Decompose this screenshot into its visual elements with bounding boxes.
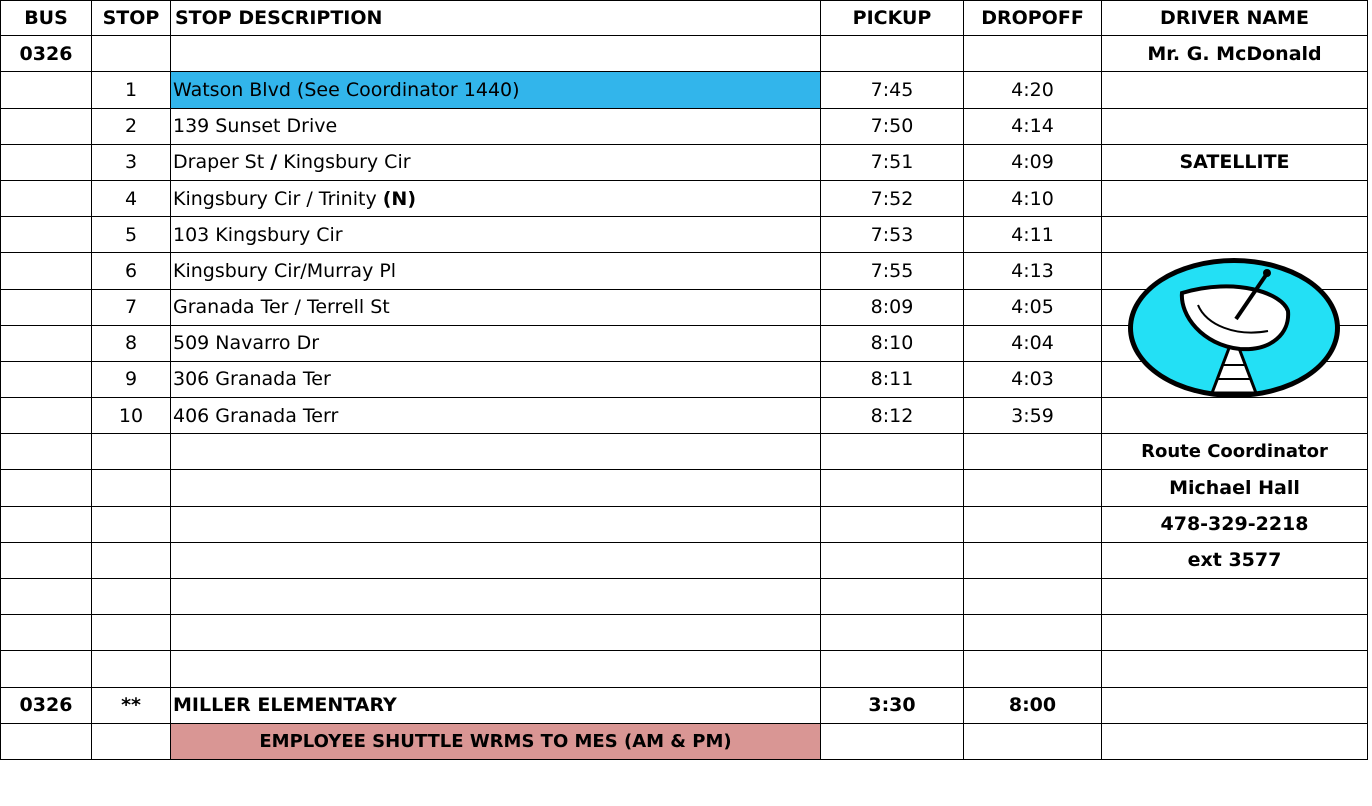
- dropoff-time: 3:59: [964, 398, 1102, 434]
- stop-description-part: Kingsbury Cir: [277, 151, 411, 174]
- coordinator-ext: ext 3577: [1102, 543, 1368, 579]
- coordinator-title: Route Coordinator: [1102, 434, 1368, 470]
- empty-cell: [821, 470, 964, 506]
- blank-row: [0, 470, 1368, 506]
- stop-number: 5: [92, 217, 171, 253]
- empty-cell: [0, 72, 92, 108]
- shuttle-row: [0, 724, 1368, 760]
- empty-cell: [171, 543, 821, 579]
- stop-description: [171, 145, 821, 181]
- header-dropoff: DROPOFF: [964, 0, 1102, 36]
- stop-row: [0, 217, 1368, 253]
- bus-row: [0, 36, 1368, 72]
- pickup-time: 7:53: [821, 217, 964, 253]
- empty-cell: [92, 36, 171, 72]
- empty-cell: [821, 543, 964, 579]
- school-row: [0, 688, 1368, 724]
- empty-cell: [171, 470, 821, 506]
- empty-cell: [1102, 109, 1368, 145]
- pickup-time: 8:09: [821, 290, 964, 326]
- stop-direction-note: (N): [382, 187, 417, 210]
- empty-cell: [1102, 398, 1368, 434]
- empty-cell: [0, 362, 92, 398]
- stop-number: 3: [92, 145, 171, 181]
- empty-cell: [821, 724, 964, 760]
- pickup-time: 7:51: [821, 145, 964, 181]
- dropoff-time: 4:11: [964, 217, 1102, 253]
- header-stop: STOP: [92, 0, 171, 36]
- dropoff-time: 4:03: [964, 362, 1102, 398]
- empty-cell: [0, 398, 92, 434]
- empty-cell: [0, 470, 92, 506]
- pickup-time: 7:52: [821, 181, 964, 217]
- pickup-time: 8:10: [821, 326, 964, 362]
- dropoff-time: 4:05: [964, 290, 1102, 326]
- pickup-time: 8:12: [821, 398, 964, 434]
- stop-number: 8: [92, 326, 171, 362]
- stop-number: 7: [92, 290, 171, 326]
- empty-cell: [821, 651, 964, 687]
- stop-number: 1: [92, 72, 171, 108]
- pickup-time: 8:11: [821, 362, 964, 398]
- empty-cell: [0, 579, 92, 615]
- pickup-time: 7:55: [821, 253, 964, 289]
- empty-cell: [0, 145, 92, 181]
- empty-cell: [1102, 724, 1368, 760]
- blank-row: [0, 507, 1368, 543]
- empty-cell: [964, 434, 1102, 470]
- empty-cell: [1102, 181, 1368, 217]
- stop-description: 509 Navarro Dr: [171, 326, 821, 362]
- school-name: MILLER ELEMENTARY: [171, 688, 821, 724]
- empty-cell: [92, 724, 171, 760]
- dropoff-time: 4:13: [964, 253, 1102, 289]
- dropoff-time: 4:10: [964, 181, 1102, 217]
- empty-cell: [821, 579, 964, 615]
- empty-cell: [171, 579, 821, 615]
- empty-cell: [92, 579, 171, 615]
- empty-cell: [964, 724, 1102, 760]
- empty-cell: [171, 615, 821, 651]
- empty-cell: [0, 507, 92, 543]
- header-row: [0, 0, 1368, 36]
- header-pickup: PICKUP: [821, 0, 964, 36]
- empty-cell: [821, 507, 964, 543]
- dropoff-time: 4:04: [964, 326, 1102, 362]
- empty-cell: [1102, 579, 1368, 615]
- empty-cell: [92, 434, 171, 470]
- empty-cell: [92, 651, 171, 687]
- stop-description: 406 Granada Terr: [171, 398, 821, 434]
- stop-number: 4: [92, 181, 171, 217]
- empty-cell: [964, 470, 1102, 506]
- stop-row: [0, 109, 1368, 145]
- stop-number: 10: [92, 398, 171, 434]
- empty-cell: [0, 326, 92, 362]
- empty-cell: [0, 109, 92, 145]
- stop-row: [0, 72, 1368, 108]
- empty-cell: [964, 543, 1102, 579]
- stop-description-part: Kingsbury Cir / Trinity: [173, 187, 383, 210]
- empty-cell: [0, 181, 92, 217]
- empty-cell: [171, 434, 821, 470]
- empty-cell: [1102, 615, 1368, 651]
- blank-row: [0, 543, 1368, 579]
- empty-cell: [0, 615, 92, 651]
- empty-cell: [0, 724, 92, 760]
- coordinator-phone: 478-329-2218: [1102, 507, 1368, 543]
- stop-number: 9: [92, 362, 171, 398]
- dropoff-time: 4:20: [964, 72, 1102, 108]
- empty-cell: [1102, 688, 1368, 724]
- dropoff-time: 4:14: [964, 109, 1102, 145]
- stop-number: 2: [92, 109, 171, 145]
- school-pickup-time: 3:30: [821, 688, 964, 724]
- empty-cell: [0, 543, 92, 579]
- empty-cell: [1102, 651, 1368, 687]
- empty-cell: [964, 507, 1102, 543]
- stop-description-separator: /: [270, 151, 278, 174]
- empty-cell: [0, 434, 92, 470]
- bus-number: 0326: [0, 36, 92, 72]
- dropoff-time: 4:09: [964, 145, 1102, 181]
- empty-cell: [92, 543, 171, 579]
- school-bus-number: 0326: [0, 688, 92, 724]
- empty-cell: [171, 36, 821, 72]
- empty-cell: [92, 615, 171, 651]
- satellite-label: SATELLITE: [1102, 145, 1368, 181]
- blank-row: [0, 651, 1368, 687]
- shuttle-note: EMPLOYEE SHUTTLE WRMS TO MES (AM & PM): [171, 724, 821, 760]
- empty-cell: [92, 507, 171, 543]
- empty-cell: [0, 253, 92, 289]
- header-stop-description: STOP DESCRIPTION: [171, 0, 821, 36]
- blank-row: [0, 434, 1368, 470]
- header-bus: BUS: [0, 0, 92, 36]
- stop-description: Watson Blvd (See Coordinator 1440): [171, 72, 821, 108]
- stop-description: Kingsbury Cir/Murray Pl: [171, 253, 821, 289]
- empty-cell: [821, 615, 964, 651]
- empty-cell: [0, 290, 92, 326]
- empty-cell: [964, 36, 1102, 72]
- stop-row: [0, 145, 1368, 181]
- blank-row: [0, 615, 1368, 651]
- empty-cell: [964, 615, 1102, 651]
- stop-number: 6: [92, 253, 171, 289]
- empty-cell: [0, 651, 92, 687]
- empty-cell: [964, 579, 1102, 615]
- stop-description: 306 Granada Ter: [171, 362, 821, 398]
- empty-cell: [821, 434, 964, 470]
- pickup-time: 7:50: [821, 109, 964, 145]
- satellite-dish-icon: [1124, 253, 1344, 403]
- stop-row: [0, 181, 1368, 217]
- empty-cell: [0, 217, 92, 253]
- stop-description: Granada Ter / Terrell St: [171, 290, 821, 326]
- empty-cell: [964, 651, 1102, 687]
- empty-cell: [1102, 72, 1368, 108]
- coordinator-name: Michael Hall: [1102, 470, 1368, 506]
- stop-row: [0, 398, 1368, 434]
- school-dropoff-time: 8:00: [964, 688, 1102, 724]
- stop-description: [171, 181, 821, 217]
- empty-cell: [171, 507, 821, 543]
- stop-description-part: Draper St: [173, 151, 271, 174]
- school-stop-marker: **: [92, 688, 171, 724]
- stop-description: 103 Kingsbury Cir: [171, 217, 821, 253]
- driver-name: Mr. G. McDonald: [1102, 36, 1368, 72]
- empty-cell: [821, 36, 964, 72]
- blank-row: [0, 579, 1368, 615]
- empty-cell: [171, 651, 821, 687]
- stop-description: 139 Sunset Drive: [171, 109, 821, 145]
- header-driver-name: DRIVER NAME: [1102, 0, 1368, 36]
- empty-cell: [92, 470, 171, 506]
- empty-cell: [1102, 217, 1368, 253]
- pickup-time: 7:45: [821, 72, 964, 108]
